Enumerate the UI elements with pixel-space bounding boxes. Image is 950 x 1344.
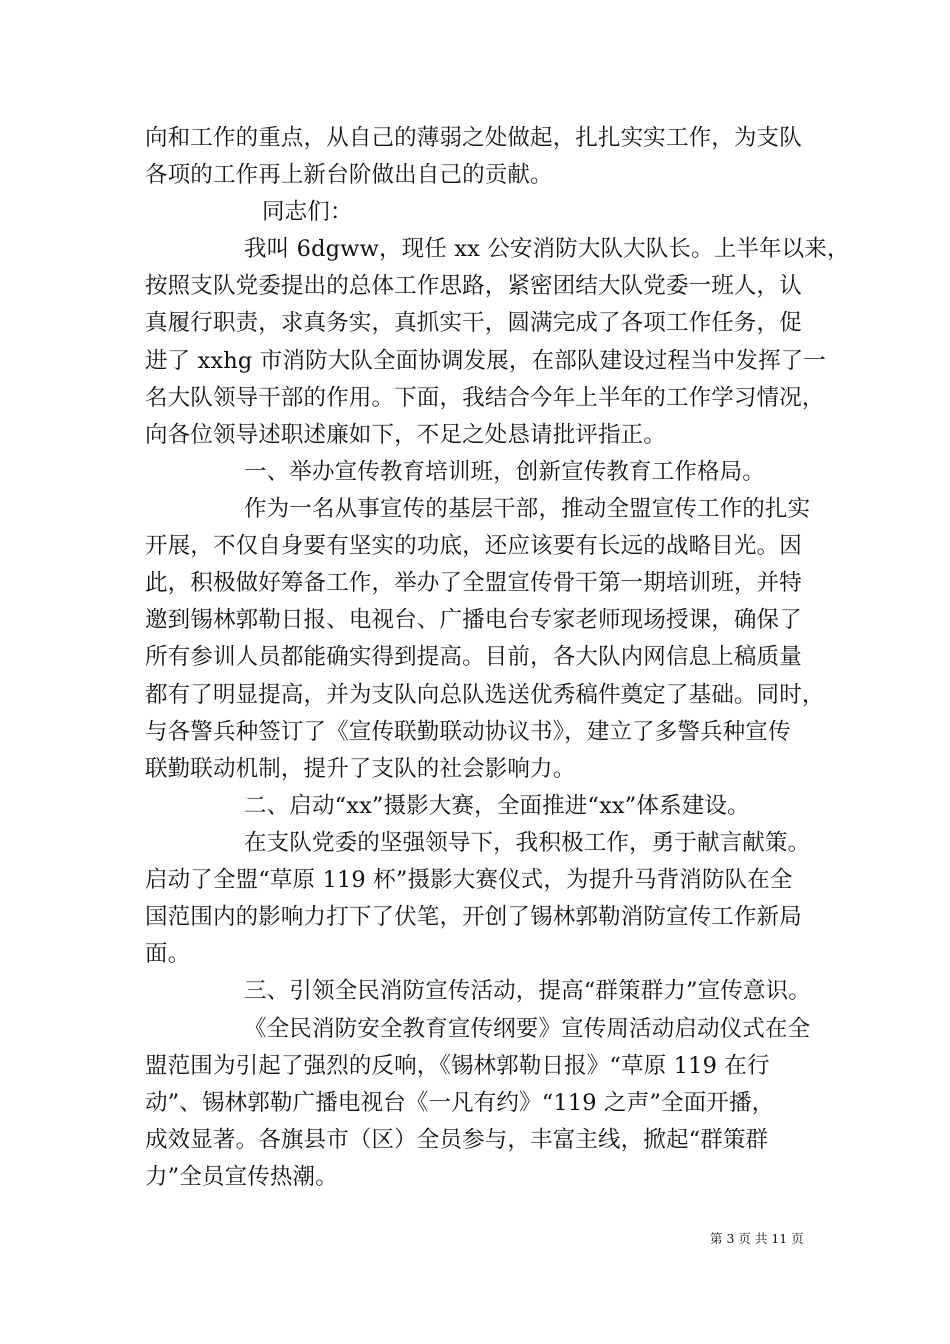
paragraph-line: 各项的工作再上新台阶做出自己的贡献。 [145, 162, 553, 188]
paragraph-line: 成效显著。各旗县市（区）全员参与，丰富主线，掀起“群策群 [145, 1127, 769, 1153]
paragraph-line: 国范围内的影响力打下了伏笔，开创了锡林郭勒消防宣传工作新局 [145, 904, 802, 930]
paragraph-line: 此，积极做好筹备工作，举办了全盟宣传骨干第一期培训班，并特 [145, 570, 802, 596]
page-footer-number: 第 3 页 共 11 页 [710, 1231, 804, 1246]
section-heading-3: 三、引领全民消防宣传活动，提高“群策群力”宣传意识。 [244, 978, 811, 1004]
paragraph-line: 与各警兵种签订了《宣传联勤联动协议书》，建立了多警兵种宣传 [145, 719, 791, 745]
paragraph-line: 启动了全盟“草原 119 杯”摄影大赛仪式，为提升马背消防队在全 [145, 867, 793, 893]
paragraph-line: 动”、锡林郭勒广播电视台《一凡有约》“119 之声”全面开播， [145, 1090, 775, 1116]
paragraph-line: 都有了明显提高，并为支队向总队选送优秀稿件奠定了基础。同时， [145, 682, 825, 708]
paragraph-line: 按照支队党委提出的总体工作思路，紧密团结大队党委一班人，认 [145, 273, 802, 299]
paragraph-line: 进了 xxhg 市消防大队全面协调发展，在部队建设过程当中发挥了一 [145, 348, 827, 374]
paragraph-line: 我叫 6dgww，现任 xx 公安消防大队大队长。上半年以来， [244, 236, 850, 262]
paragraph-line: 面。 [145, 941, 191, 967]
paragraph-line: 力”全员宣传热潮。 [145, 1164, 338, 1190]
paragraph-line: 向各位领导述职述廉如下，不足之处恳请批评指正。 [145, 422, 666, 448]
paragraph-line: 《全民消防安全教育宣传纲要》宣传周活动启动仪式在全 [244, 1016, 811, 1042]
salutation: 同志们： [262, 199, 353, 225]
paragraph-line: 联勤联动机制，提升了支队的社会影响力。 [145, 756, 576, 782]
paragraph-line: 所有参训人员都能确实得到提高。目前，各大队内网信息上稿质量 [145, 644, 802, 670]
paragraph-line: 作为一名从事宣传的基层干部，推动全盟宣传工作的扎实 [244, 496, 811, 522]
paragraph-line: 名大队领导干部的作用。下面，我结合今年上半年的工作学习情况， [145, 385, 825, 411]
paragraph-line: 盟范围为引起了强烈的反响，《锡林郭勒日报》“草原 119 在行 [145, 1053, 770, 1079]
paragraph-line: 开展，不仅自身要有坚实的功底，还应该要有长远的战略目光。因 [145, 533, 802, 559]
section-heading-2: 二、启动“xx”摄影大赛，全面推进“xx”体系建设。 [244, 793, 750, 819]
paragraph-line: 向和工作的重点，从自己的薄弱之处做起，扎扎实实工作，为支队 [145, 125, 802, 151]
paragraph-line: 真履行职责，求真务实，真抓实干，圆满完成了各项工作任务，促 [145, 310, 802, 336]
paragraph-line: 在支队党委的坚强领导下，我积极工作，勇于献言献策。 [244, 830, 811, 856]
section-heading-1: 一、举办宣传教育培训班，创新宣传教育工作格局。 [244, 459, 765, 485]
paragraph-line: 邀到锡林郭勒日报、电视台、广播电台专家老师现场授课，确保了 [145, 607, 802, 633]
